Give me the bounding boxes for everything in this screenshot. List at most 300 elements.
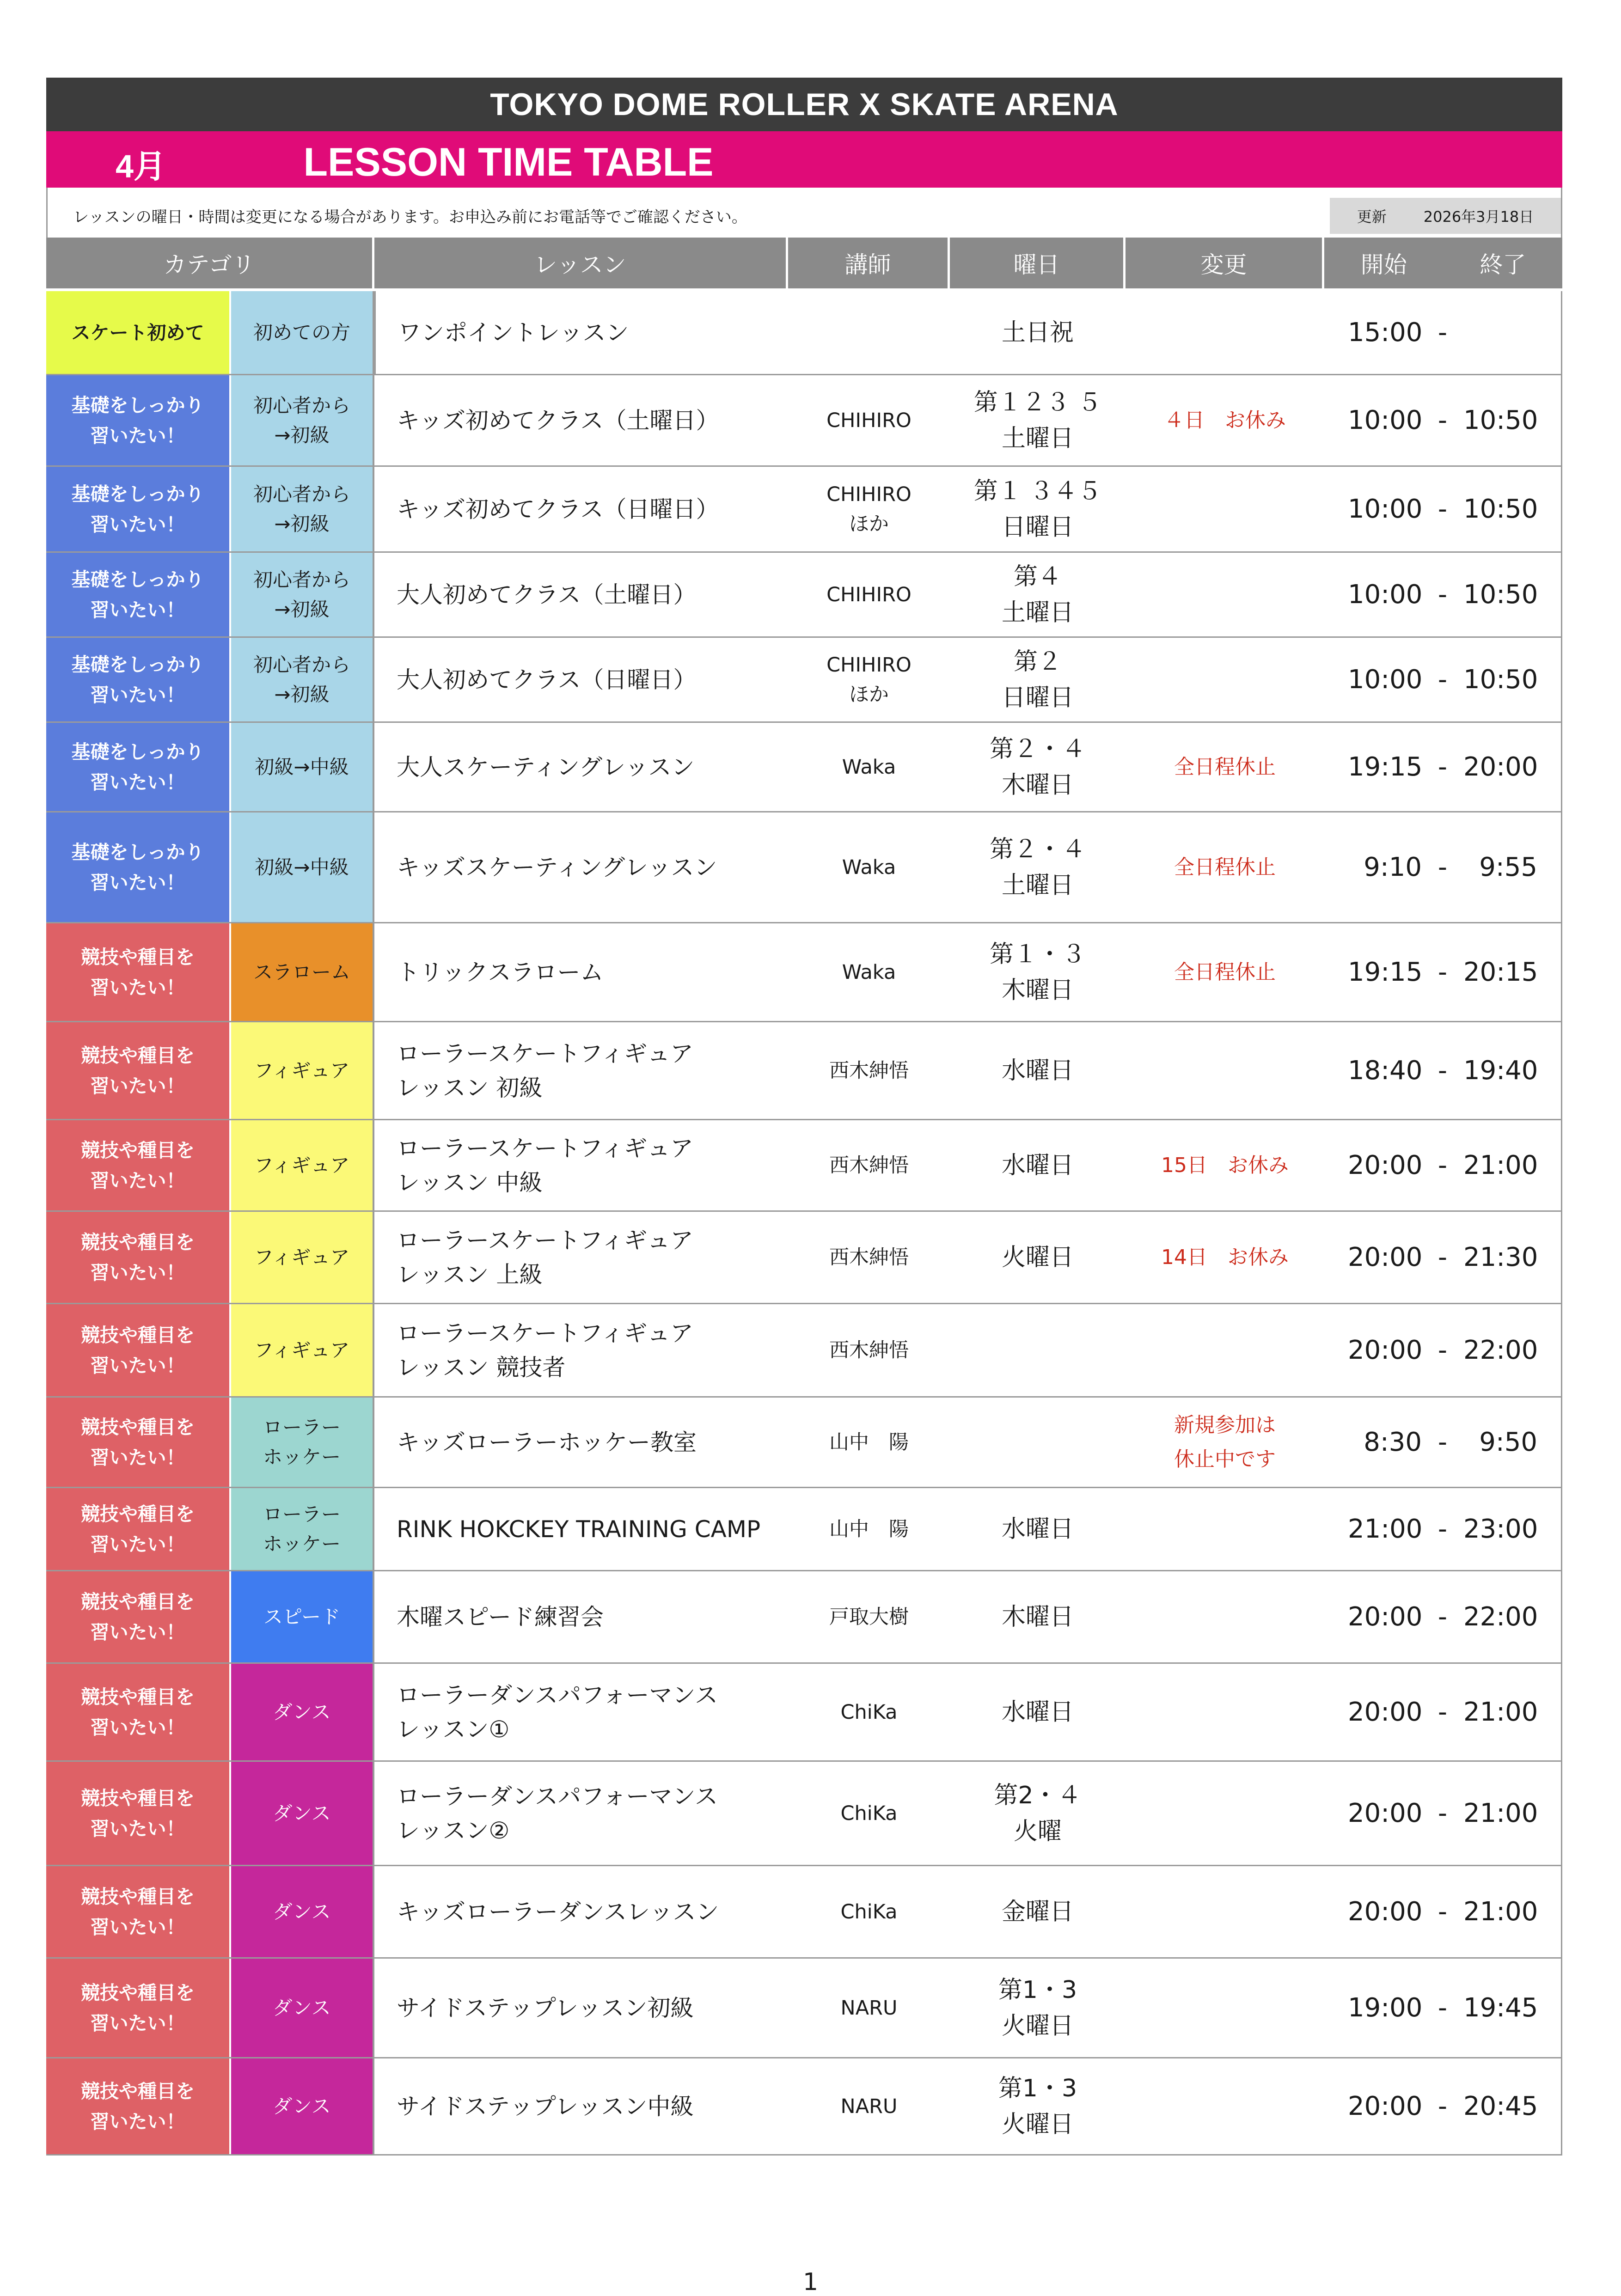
cell-text: 山中 陽 — [829, 1430, 909, 1454]
time-dash: - — [1437, 405, 1448, 435]
end-time: 10:50 — [1463, 665, 1538, 695]
table-row — [46, 1571, 1562, 1664]
cell-text: サイドステップレッスン中級 — [397, 2093, 694, 2120]
level-cell — [231, 2058, 374, 2154]
lesson-name — [374, 638, 788, 721]
category-cell — [46, 375, 231, 465]
instructor-cell — [788, 553, 950, 636]
start-time: 20:00 — [1348, 1897, 1423, 1927]
cell-text: 新規参加は 休止中です — [1174, 1413, 1276, 1471]
day-cell — [950, 1212, 1126, 1303]
category-cell — [46, 1866, 231, 1957]
cell-text: ダンス — [273, 1900, 331, 1923]
end-time: 23:00 — [1463, 1514, 1538, 1544]
time-cell — [1324, 467, 1562, 551]
cell-text: 14日 お休み — [1161, 1245, 1289, 1269]
category-cell — [46, 1398, 231, 1487]
cell-text: 大人初めてクラス（土曜日） — [397, 581, 697, 608]
end-time: 22:00 — [1463, 1602, 1538, 1632]
cell-text: サイドステップレッスン初級 — [397, 1994, 694, 2021]
cell-text: 第1・3 火曜日 — [998, 2074, 1077, 2138]
updated-label: 更新 — [1357, 208, 1387, 226]
cell-text: CHIHIRO — [826, 409, 911, 432]
lesson-name — [374, 1212, 788, 1303]
cell-text: CHIHIRO ほか — [826, 482, 911, 536]
cell-text: キッズローラーダンスレッスン — [397, 1898, 719, 1925]
cell-text: 競技や種目を 習いたい！ — [81, 2080, 195, 2133]
table-row — [46, 1120, 1562, 1212]
col-instructor: 講師 — [788, 238, 950, 288]
instructor-cell — [788, 1398, 950, 1487]
instructor-cell — [788, 723, 950, 811]
time-cell — [1324, 1120, 1562, 1210]
venue-banner — [46, 78, 1562, 131]
time-dash: - — [1437, 957, 1448, 987]
table-header — [46, 238, 1562, 291]
page-title: LESSON TIME TABLE — [303, 140, 714, 184]
table-row — [46, 1398, 1562, 1488]
updated-box — [1330, 198, 1561, 234]
category-cell — [46, 1304, 231, 1396]
timetable-sheet — [46, 78, 1562, 2156]
cell-text: スピード — [263, 1605, 341, 1628]
time-dash: - — [1437, 1427, 1448, 1457]
instructor-cell — [788, 291, 950, 374]
end-time: 21:30 — [1463, 1242, 1538, 1272]
cell-text: Waka — [842, 855, 896, 879]
day-cell — [950, 1488, 1126, 1570]
start-time: 21:00 — [1348, 1514, 1423, 1544]
cell-text: スケート初めて — [71, 321, 204, 344]
cell-text: トリックスラローム — [397, 959, 604, 986]
cell-text: 第２・４ 木曜日 — [989, 735, 1086, 799]
cell-text: キッズスケーティングレッスン — [397, 854, 717, 881]
instructor-cell — [788, 1022, 950, 1119]
change-cell — [1126, 812, 1324, 922]
cell-text: 第2・４ 火曜 — [994, 1781, 1082, 1845]
start-time: 19:15 — [1348, 957, 1423, 987]
cell-text: フィギュア — [254, 1246, 350, 1269]
cell-text: フィギュア — [254, 1338, 350, 1362]
cell-text: ダンス — [273, 1996, 331, 2019]
start-time: 19:00 — [1348, 1993, 1423, 2023]
cell-text: 競技や種目を 習いたい！ — [81, 1324, 195, 1377]
cell-text: ワンポイントレッスン — [398, 319, 629, 346]
time-cell — [1324, 2058, 1562, 2154]
cell-text: 基礎をしっかり 習いたい！ — [71, 653, 204, 706]
table-row — [46, 1212, 1562, 1304]
day-cell — [950, 1304, 1126, 1396]
level-cell — [231, 1664, 374, 1760]
col-start: 開始 — [1360, 251, 1407, 278]
cell-text: 第２・４ 土曜日 — [989, 835, 1086, 899]
time-dash: - — [1437, 494, 1448, 524]
cell-text: ローラーダンスパフォーマンス レッスン① — [397, 1681, 718, 1743]
change-cell — [1126, 1212, 1324, 1303]
category-cell — [46, 923, 231, 1021]
cell-text: 競技や種目を 習いたい！ — [81, 946, 195, 999]
instructor-cell — [788, 1664, 950, 1760]
col-day: 曜日 — [950, 238, 1126, 288]
cell-text: キッズ初めてクラス（日曜日） — [397, 495, 719, 523]
time-cell — [1324, 1398, 1562, 1487]
lesson-name — [374, 1762, 788, 1865]
level-cell — [231, 1120, 374, 1210]
cell-text: ダンス — [273, 2094, 331, 2118]
start-time: 20:00 — [1348, 1150, 1423, 1180]
day-cell — [950, 1022, 1126, 1119]
end-time: 22:00 — [1463, 1335, 1538, 1365]
end-time: 10:50 — [1463, 580, 1538, 610]
cell-text: ローラースケートフィギュア レッスン 上級 — [397, 1227, 693, 1288]
cell-text: 西木紳悟 — [829, 1246, 909, 1269]
level-cell — [231, 723, 374, 811]
time-dash: - — [1437, 1897, 1448, 1927]
cell-text: 第１・３ 木曜日 — [989, 940, 1086, 1004]
time-cell — [1324, 1959, 1562, 2057]
instructor-cell — [788, 467, 950, 551]
title-banner — [46, 131, 1562, 188]
change-cell — [1126, 467, 1324, 551]
lesson-name — [374, 1022, 788, 1119]
category-cell — [46, 1664, 231, 1760]
month-label: 4月 — [116, 148, 166, 184]
lesson-name — [374, 1866, 788, 1957]
cell-text: 初級→中級 — [255, 855, 349, 879]
change-cell — [1126, 1120, 1324, 1210]
time-dash: - — [1437, 852, 1448, 882]
time-cell — [1324, 1762, 1562, 1865]
instructor-cell — [788, 1762, 950, 1865]
cell-text: 金曜日 — [1001, 1898, 1074, 1926]
change-cell — [1126, 553, 1324, 636]
cell-text: 基礎をしっかり 習いたい！ — [71, 841, 204, 894]
cell-text: 水曜日 — [1001, 1056, 1074, 1085]
cell-text: 第１ ３４５ 日曜日 — [973, 477, 1102, 541]
day-cell — [950, 375, 1126, 465]
lesson-name — [374, 291, 788, 374]
instructor-cell — [788, 1120, 950, 1210]
time-cell — [1324, 1571, 1562, 1662]
category-cell — [46, 1488, 231, 1570]
time-cell — [1324, 812, 1562, 922]
lesson-name — [374, 467, 788, 551]
instructor-cell — [788, 812, 950, 922]
instructor-cell — [788, 375, 950, 465]
cell-text: 基礎をしっかり 習いたい！ — [71, 568, 204, 621]
cell-text: 水曜日 — [1001, 1515, 1074, 1543]
day-cell — [950, 553, 1126, 636]
change-cell — [1126, 723, 1324, 811]
day-cell — [950, 638, 1126, 721]
table-row — [46, 1762, 1562, 1866]
cell-text: 全日程休止 — [1174, 855, 1276, 879]
instructor-cell — [788, 1488, 950, 1570]
table-row — [46, 1304, 1562, 1398]
cell-text: 競技や種目を 習いたい！ — [81, 1231, 195, 1284]
table-row — [46, 723, 1562, 812]
level-cell — [231, 553, 374, 636]
time-dash: - — [1437, 1697, 1448, 1727]
cell-text: ローラーダンスパフォーマンス レッスン② — [397, 1783, 718, 1844]
cell-text: キッズ初めてクラス（土曜日） — [397, 407, 719, 434]
day-cell — [950, 923, 1126, 1021]
change-cell — [1126, 375, 1324, 465]
lesson-name — [374, 1398, 788, 1487]
cell-text: スラローム — [253, 960, 350, 983]
cell-text: 競技や種目を 習いたい！ — [81, 1685, 195, 1739]
change-cell — [1126, 1488, 1324, 1570]
col-end: 終了 — [1480, 251, 1526, 278]
instructor-cell — [788, 923, 950, 1021]
cell-text: 水曜日 — [1001, 1151, 1074, 1179]
change-cell — [1126, 1571, 1324, 1662]
lesson-table-body — [46, 291, 1562, 2156]
instructor-cell — [788, 1212, 950, 1303]
table-row — [46, 1022, 1562, 1120]
cell-text: 基礎をしっかり 習いたい！ — [71, 482, 204, 536]
table-row — [46, 638, 1562, 723]
category-cell — [46, 1022, 231, 1119]
cell-text: 競技や種目を 習いたい！ — [81, 1139, 195, 1192]
start-time: 10:00 — [1348, 494, 1423, 524]
end-time: 9:55 — [1479, 852, 1537, 882]
col-time — [1324, 238, 1562, 288]
time-dash: - — [1437, 1335, 1448, 1365]
cell-text: ChiKa — [840, 1801, 898, 1825]
cell-text: 戸取大樹 — [829, 1605, 909, 1629]
table-row — [46, 1866, 1562, 1959]
cell-text: 基礎をしっかり 習いたい！ — [71, 394, 204, 447]
end-time: 19:45 — [1463, 1993, 1538, 2023]
end-time: 10:50 — [1463, 405, 1538, 435]
time-dash: - — [1437, 1150, 1448, 1180]
cell-text: 基礎をしっかり 習いたい！ — [71, 740, 204, 794]
end-time: 20:00 — [1463, 752, 1538, 782]
category-cell — [46, 723, 231, 811]
col-category: カテゴリ — [46, 238, 374, 288]
table-row — [46, 1664, 1562, 1762]
cell-text: ローラー ホッケー — [263, 1416, 341, 1468]
start-time: 20:00 — [1348, 1798, 1423, 1828]
time-cell — [1324, 1304, 1562, 1396]
cell-text: フィギュア — [254, 1154, 350, 1177]
level-cell — [231, 812, 374, 922]
cell-text: 西木紳悟 — [829, 1059, 909, 1082]
end-time: 19:40 — [1463, 1056, 1538, 1086]
cell-text: 初心者から →初級 — [253, 394, 350, 446]
day-cell — [950, 2058, 1126, 2154]
day-cell — [950, 1762, 1126, 1865]
table-row — [46, 467, 1562, 553]
level-cell — [231, 467, 374, 551]
cell-text: 初心者から →初級 — [253, 482, 350, 535]
cell-text: 競技や種目を 習いたい！ — [81, 1416, 195, 1469]
change-cell — [1126, 1022, 1324, 1119]
cell-text: ローラースケートフィギュア レッスン 初級 — [397, 1040, 693, 1101]
cell-text: ChiKa — [840, 1700, 898, 1724]
notice-row — [46, 188, 1562, 238]
day-cell — [950, 291, 1126, 374]
category-cell — [46, 638, 231, 721]
cell-text: NARU — [840, 2094, 898, 2118]
category-cell — [46, 291, 231, 374]
lesson-name — [374, 553, 788, 636]
day-cell — [950, 1120, 1126, 1210]
table-row — [46, 375, 1562, 467]
lesson-name — [374, 812, 788, 922]
cell-text: ローラー ホッケー — [263, 1502, 341, 1555]
lesson-name — [374, 1664, 788, 1760]
cell-text: 木曜スピード練習会 — [397, 1603, 604, 1630]
day-cell — [950, 1866, 1126, 1957]
cell-text: 競技や種目を 習いたい！ — [81, 1044, 195, 1097]
start-time: 20:00 — [1348, 1697, 1423, 1727]
change-cell — [1126, 1398, 1324, 1487]
cell-text: 初級→中級 — [255, 755, 349, 778]
start-time: 20:00 — [1348, 2091, 1423, 2121]
time-dash: - — [1437, 1514, 1448, 1544]
day-cell — [950, 467, 1126, 551]
cell-text: CHIHIRO ほか — [826, 653, 911, 706]
cell-text: 全日程休止 — [1174, 755, 1276, 779]
cell-text: 火曜日 — [1001, 1243, 1074, 1271]
venue-name: TOKYO DOME ROLLER X SKATE ARENA — [490, 87, 1119, 122]
cell-text: 大人スケーティングレッスン — [397, 753, 695, 781]
time-dash: - — [1437, 2091, 1448, 2121]
level-cell — [231, 1022, 374, 1119]
table-row — [46, 1488, 1562, 1571]
table-row — [46, 812, 1562, 923]
day-cell — [950, 1571, 1126, 1662]
lesson-name — [374, 923, 788, 1021]
time-dash: - — [1437, 752, 1448, 782]
start-time: 10:00 — [1348, 405, 1423, 435]
cell-text: Waka — [842, 960, 896, 984]
level-cell — [231, 923, 374, 1021]
start-time: 20:00 — [1348, 1602, 1423, 1632]
end-time: 21:00 — [1463, 1150, 1538, 1180]
cell-text: 競技や種目を 習いたい！ — [81, 1981, 195, 2034]
cell-text: 初心者から →初級 — [253, 653, 350, 706]
time-cell — [1324, 723, 1562, 811]
cell-text: 水曜日 — [1001, 1698, 1074, 1726]
change-cell — [1126, 2058, 1324, 2154]
time-dash: - — [1437, 1993, 1448, 2023]
time-dash: - — [1437, 1798, 1448, 1828]
start-time: 8:30 — [1364, 1427, 1422, 1457]
category-cell — [46, 1571, 231, 1662]
lesson-name — [374, 1488, 788, 1570]
time-cell — [1324, 291, 1562, 374]
lesson-name — [374, 375, 788, 465]
category-cell — [46, 1120, 231, 1210]
start-time: 10:00 — [1348, 665, 1423, 695]
cell-text: 第１２３ ５ 土曜日 — [973, 388, 1102, 452]
lesson-name — [374, 1571, 788, 1662]
col-lesson: レッスン — [374, 238, 788, 288]
cell-text: ダンス — [273, 1801, 331, 1825]
category-cell — [46, 2058, 231, 2154]
cell-text: ローラースケートフィギュア レッスン 中級 — [397, 1135, 693, 1196]
end-time: 20:45 — [1463, 2091, 1538, 2121]
instructor-cell — [788, 2058, 950, 2154]
category-cell — [46, 1959, 231, 2057]
change-cell — [1126, 291, 1324, 374]
time-cell — [1324, 553, 1562, 636]
time-dash: - — [1437, 1602, 1448, 1632]
end-time: 9:50 — [1479, 1427, 1537, 1457]
cell-text: 大人初めてクラス（日曜日） — [397, 666, 697, 693]
change-cell — [1126, 1304, 1324, 1396]
cell-text: 競技や種目を 習いたい！ — [81, 1502, 195, 1556]
cell-text: キッズローラーホッケー教室 — [397, 1429, 697, 1456]
end-time: 21:00 — [1463, 1798, 1538, 1828]
level-cell — [231, 1212, 374, 1303]
cell-text: 全日程休止 — [1174, 960, 1276, 984]
level-cell — [231, 1959, 374, 2057]
level-cell — [231, 638, 374, 721]
cell-text: 15日 お休み — [1161, 1153, 1289, 1177]
level-cell — [231, 291, 374, 374]
end-time: 21:00 — [1463, 1697, 1538, 1727]
change-cell — [1126, 1959, 1324, 2057]
start-time: 20:00 — [1348, 1335, 1423, 1365]
time-cell — [1324, 638, 1562, 721]
lesson-name — [374, 2058, 788, 2154]
cell-text: 初心者から →初級 — [253, 568, 350, 621]
cell-text: CHIHIRO — [826, 583, 911, 606]
updated-date: 2026年3月18日 — [1423, 208, 1534, 226]
category-cell — [46, 1762, 231, 1865]
cell-text: 競技や種目を 習いたい！ — [81, 1885, 195, 1938]
time-dash: - — [1437, 665, 1448, 695]
end-time: 10:50 — [1463, 494, 1538, 524]
change-cell — [1126, 1866, 1324, 1957]
start-time: 19:15 — [1348, 752, 1423, 782]
time-cell — [1324, 375, 1562, 465]
table-row — [46, 1959, 1562, 2058]
cell-text: ローラースケートフィギュア レッスン 競技者 — [397, 1319, 693, 1381]
start-time: 9:10 — [1364, 852, 1422, 882]
page-number: 1 — [802, 2268, 819, 2296]
cell-text: 競技や種目を 習いたい！ — [81, 1590, 195, 1643]
level-cell — [231, 375, 374, 465]
col-change: 変更 — [1126, 238, 1324, 288]
lesson-name — [374, 1304, 788, 1396]
cell-text: 第２ 日曜日 — [1001, 647, 1074, 712]
level-cell — [231, 1762, 374, 1865]
time-cell — [1324, 923, 1562, 1021]
table-row — [46, 553, 1562, 638]
cell-text: 第４ 土曜日 — [1001, 562, 1074, 627]
start-time: 10:00 — [1348, 580, 1423, 610]
cell-text: 競技や種目を 習いたい！ — [81, 1787, 195, 1840]
cell-text: 西木紳悟 — [829, 1338, 909, 1362]
day-cell — [950, 1664, 1126, 1760]
level-cell — [231, 1304, 374, 1396]
time-dash: - — [1437, 318, 1448, 348]
change-cell — [1126, 923, 1324, 1021]
category-cell — [46, 467, 231, 551]
day-cell — [950, 723, 1126, 811]
change-cell — [1126, 1664, 1324, 1760]
cell-text: NARU — [840, 1996, 898, 2020]
instructor-cell — [788, 1571, 950, 1662]
time-cell — [1324, 1488, 1562, 1570]
category-cell — [46, 812, 231, 922]
time-cell — [1324, 1866, 1562, 1957]
